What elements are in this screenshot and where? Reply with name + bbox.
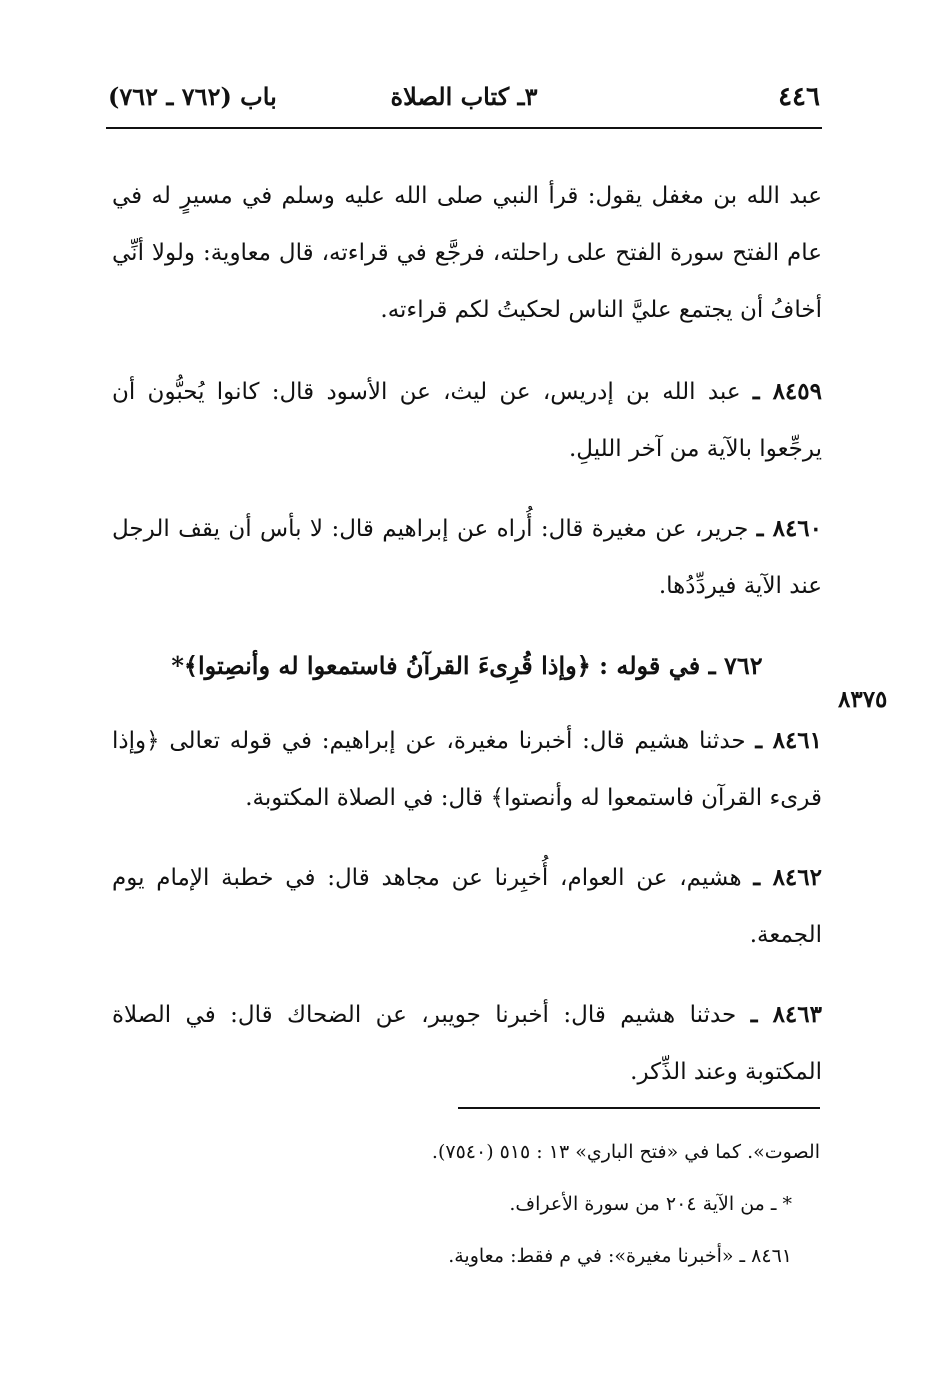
- hadith-text: هشيم، عن العوام، أُخبِرنا عن مجاهد قال: في خطبة الإمام يوم الجمعة.: [112, 865, 822, 948]
- hadith-text: حدثنا هشيم قال: أخبرنا جويبر، عن الضحاك قال: في الصلاة المكتوبة وعند الذِّكر.: [112, 1002, 822, 1085]
- footnote-divider: [458, 1107, 820, 1109]
- hadith-8459: [112, 363, 822, 478]
- hadith-8463: [112, 986, 822, 1101]
- hadith-text: عبد الله بن إدريس، عن ليث، عن الأسود قال: كانوا يُحبُّون أن يرجِّعوا بالآية من آخر الليلِ.: [112, 379, 822, 462]
- hadith-text: حدثنا هشيم قال: أخبرنا مغيرة، عن إبراهيم: في قوله تعالى ﴿وإذا قرىء القرآن فاستمعوا له وأنصتوا﴾ قال: في الصلاة المكتوبة.: [112, 728, 822, 811]
- footnote-8461: ٨٤٦١ ـ «أخبرنا مغيرة»: في م فقط: معاوية.: [448, 1245, 792, 1267]
- margin-reference-number: ٨٣٧٥: [838, 686, 888, 713]
- chapter-range: باب (٧٦٢ ـ ٧٦٢): [108, 82, 277, 111]
- page-number: ٤٤٦: [778, 82, 820, 112]
- footnotes: [110, 1126, 820, 1282]
- footnote-asterisk: * ـ من الآية ٢٠٤ من سورة الأعراف.: [509, 1193, 792, 1215]
- hadith-8462: [112, 849, 822, 964]
- main-text: [112, 168, 822, 1123]
- hadith-number: ٨٤٦٢ ـ: [753, 864, 822, 891]
- hadith-8460: [112, 500, 822, 615]
- continued-paragraph: عبد الله بن مغفل يقول: قرأ النبي صلى الله عليه وسلم في مسيرٍ له في عام الفتح سورة الفتح على راحلته، فرجَّع في قراءته، قال معاوية: ولولا أنِّي أخافُ أن يجتمع عليَّ الناس لحكيتُ لكم قراءته.: [112, 183, 822, 323]
- chapter-heading: ٧٦٢ ـ في قوله : ﴿وإذا قُرِىءَ القرآنُ فاستمعوا له وأنصِتوا﴾*: [171, 651, 763, 680]
- hadith-number: ٨٤٦٣ ـ: [750, 1001, 822, 1028]
- hadith-8461: [112, 712, 822, 827]
- footnote-continuation: الصوت». كما في «فتح الباري» ١٣ : ٥١٥ (٧٥٤٠).: [431, 1141, 820, 1163]
- hadith-number: ٨٤٦١ ـ: [755, 727, 823, 754]
- running-header: [108, 82, 820, 122]
- book-title: ٣ـ كتاب الصلاة: [390, 82, 538, 111]
- hadith-number: ٨٤٥٩ ـ: [752, 378, 822, 405]
- hadith-number: ٨٤٦٠ ـ: [756, 515, 823, 542]
- hadith-text: جرير، عن مغيرة قال: أُراه عن إبراهيم قال: لا بأس أن يقف الرجل عند الآية فيردِّدُها.: [112, 516, 822, 599]
- header-divider: [106, 127, 822, 129]
